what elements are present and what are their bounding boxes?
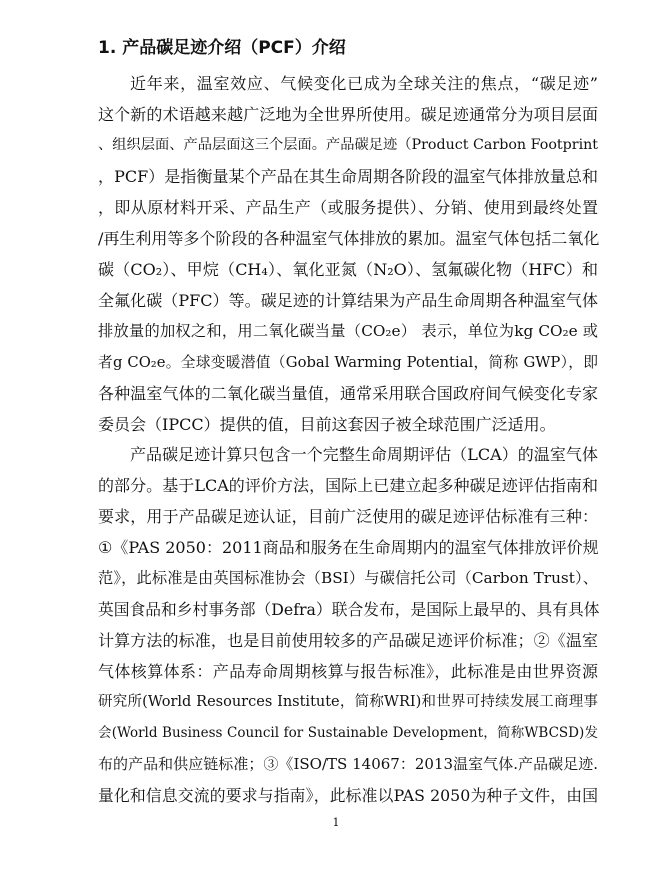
text-line: 英国食品和乡村事务部（Defra）联合发布，是国际上最早的、具有具体	[98, 600, 600, 619]
page-number: 1	[332, 816, 340, 829]
text-line: 全氟化碳（PFC）等。碳足迹的计算结果为产品生命周期各种温室气体	[98, 291, 598, 310]
text-line: 范》，此标准是由英国标准协会（BSI）与碳信托公司（Carbon Trust）、	[98, 569, 598, 587]
text-line: 量化和信息交流的要求与指南》，此标准以PAS 2050为种子文件，由国	[98, 786, 598, 805]
paragraph-intro	[98, 68, 598, 440]
text-line: ，即从原材料开采、产品生产（或服务提供）、分销、使用到最终处置	[98, 198, 598, 217]
text-line: 要求，用于产品碳足迹认证，目前广泛使用的碳足迹评估标准有三种：	[98, 507, 598, 526]
text-line: 计算方法的标准，也是目前使用较多的产品碳足迹评价标准；②《温室	[98, 631, 598, 650]
text-line: ，PCF）是指衡量某个产品在其生命周期各阶段的温室气体排放量总和	[98, 167, 598, 186]
text-line: 研究所(World Resources Institute，简称WRI)和世界可持续发展工商理事	[98, 694, 598, 710]
text-line: 各种温室气体的二氧化碳当量值，通常采用联合国政府间气候变化专家	[98, 384, 598, 403]
text-line: 碳（CO₂）、甲烷（CH₄）、氧化亚氮（N₂O）、氢氟碳化物（HFC）和	[98, 260, 598, 279]
text-line: 排放量的加权之和，用二氧化碳当量（CO₂e） 表示，单位为kg CO₂e 或	[98, 322, 598, 340]
text-line: 产品碳足迹计算只包含一个完整生命周期评估（LCA）的温室气体	[130, 445, 598, 464]
text-line: 会(World Business Council for Sustainable Development，简称WBCSD)发	[98, 725, 598, 741]
paragraph-standards	[98, 439, 598, 811]
text-line: 气体核算体系：产品寿命周期核算与报告标准》，此标准是由世界资源	[98, 662, 598, 681]
text-line: /再生利用等多个阶段的各种温室气体排放的累加。温室气体包括二氧化	[98, 229, 600, 248]
text-line: 委员会（IPCC）提供的值，目前这套因子被全球范围广泛适用。	[98, 415, 556, 434]
text-line: 这个新的术语越来越广泛地为全世界所使用。碳足迹通常分为项目层面	[98, 105, 598, 124]
section-heading: 1. 产品碳足迹介绍（PCF）介绍	[98, 38, 346, 58]
text-line: 的部分。基于LCA的评价方法，国际上已建立起多种碳足迹评估指南和	[98, 476, 598, 495]
text-line: 、组织层面、产品层面这三个层面。产品碳足迹（Product Carbon Footprint	[98, 137, 599, 153]
text-line: 者g CO₂e。全球变暖潜值（Gobal Warming Potential，简称 GWP），即	[98, 354, 598, 371]
text-line: 布的产品和供应链标准；③《ISO/TS 14067：2013温室气体.产品碳足迹.	[98, 755, 598, 773]
text-line: ①《PAS 2050：2011商品和服务在生命周期内的温室气体排放评价规	[98, 538, 599, 557]
text-line: 近年来，温室效应、气候变化已成为全球关注的焦点，“碳足迹”	[130, 74, 598, 93]
